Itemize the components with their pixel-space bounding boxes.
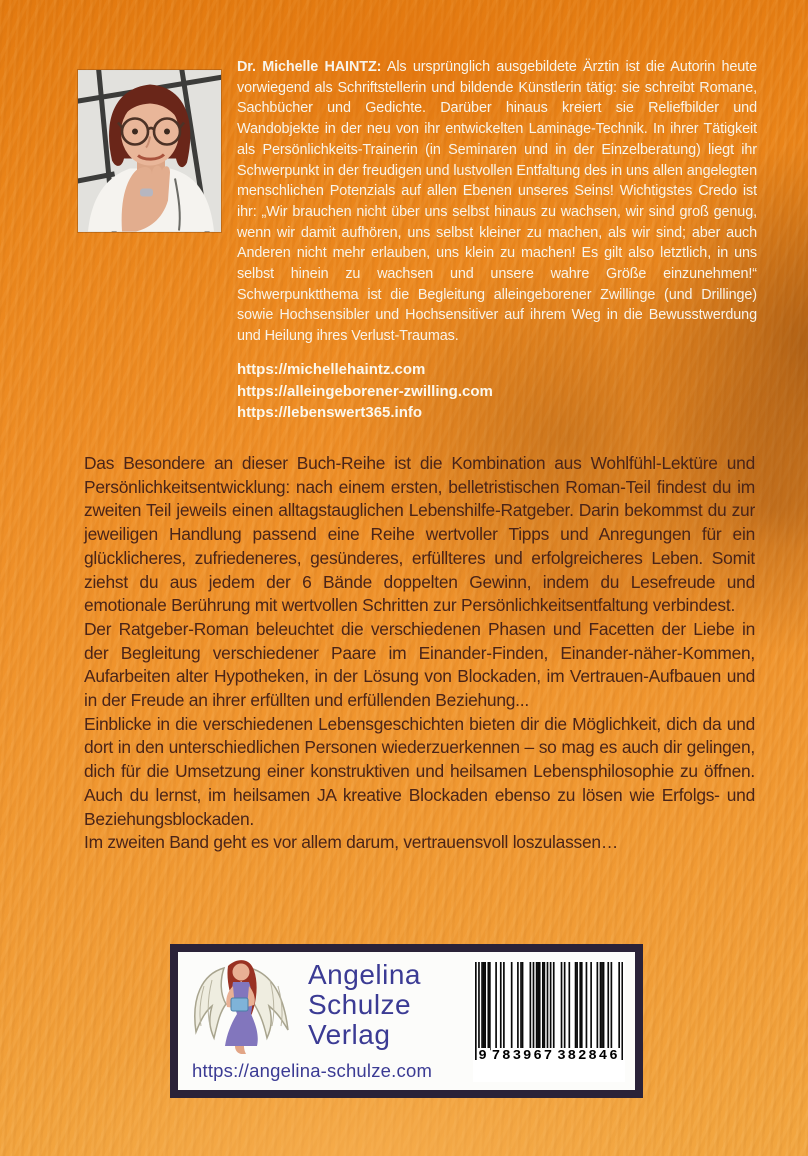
description-paragraph: Das Besondere an dieser Buch-Reihe ist die Kombination aus Wohlfühl-Lektüre und Persönlichkeitsentwicklung: nach einem ersten, belletristischen Roman-Teil findest du im zweiten Teil jeweils einen alltagstauglichen Lebenshilfe-Ratgeber. Darin bekommst du zur jeweiligen Handlung passend eine Reihe wertvoller Tipps und Anregungen für ein glücklicheres, zufriedeneres, gesünderes, erfüllteres und erfolgreicheres Leben. Somit ziehst du aus jedem der 6 Bände doppelten Gewinn, indem du Lesefreude und emotionale Berührung mit wertvollen Schritten zur Persönlichkeitsentfaltung verbindest. <box>84 453 755 616</box>
publisher-box <box>170 944 643 1098</box>
angel-icon <box>186 956 296 1056</box>
barcode-digit-group: 382846 <box>557 1048 620 1064</box>
publisher-box-inner <box>178 952 635 1090</box>
author-bio <box>237 57 757 347</box>
author-name: Dr. Michelle HAINTZ: <box>237 59 382 75</box>
description-paragraph: Der Ratgeber-Roman beleuchtet die verschiedenen Phasen und Facetten der Liebe in der Begleitung verschiedener Paare im Einander-Finden, Einander-näher-Kommen, Aufarbeiten alter Hypotheken, in der Lösung von Blockaden, im Vertrauen-Aufbauen und in der Freude an ihrer erfüllten und erfüllenden Beziehung... <box>84 618 755 711</box>
description-paragraph: Im zweiten Band geht es vor allem darum, vertrauensvoll loszulassen… <box>84 832 618 853</box>
author-website-link[interactable]: https://alleingeborener-zwilling.com <box>237 382 493 400</box>
book-description <box>84 452 755 855</box>
barcode-digit-group: 783967 <box>491 1048 555 1064</box>
publisher-website-link[interactable]: https://angelina-schulze.com <box>192 1060 433 1081</box>
author-photo <box>78 70 221 232</box>
publisher-name-line: Verlag <box>308 1019 391 1050</box>
publisher-logo <box>186 956 296 1056</box>
publisher-name-line: Angelina <box>308 959 421 990</box>
author-website-link[interactable]: https://michellehaintz.com <box>237 361 426 378</box>
publisher-name-line: Schulze <box>308 989 412 1020</box>
description-paragraph: Einblicke in die verschiedenen Lebensgeschichten bieten dir die Möglichkeit, dich da und dort in den unterschiedlichen Personen wiederzuerkennen – so mag es auch dir gelingen, dich für die Umsetzung einer konstruktiven und heilsamen Lebensphilosophie zu öffnen. Auch du lernst, im heilsamen JA kreative Blockaden ebenso zu lösen wie Erfolgs- und Beziehungsblockaden. <box>84 713 755 829</box>
barcode-bars <box>475 962 623 1060</box>
author-bio-text: Als ursprünglich ausgebildete Ärztin ist die Autorin heute vorwiegend als Schriftstellerin und bildende Künstlerin tätig: sie schreibt Romane, Sachbücher und Gedichte. Darüber hinaus kreiert sie Reliefbilder und Wandobjekte in der neu von ihr entwickelten Laminage-Technik. In ihrer Tätigkeit als Persönlichkeits-Trainerin (in Seminaren und in der Einzelberatung) liegt ihr Schwerpunkt in der freudigen und lustvollen Entfaltung des in uns allen angelegten menschlichen Potenzials auf allen Ebenen unseres Seins! Wichtigstes Credo ist ihr: „Wir brauchen nicht über uns selbst hinaus zu wachsen, wir sind groß genug, wenn wir damit aufhören, uns selbst kleiner zu machen, als wir sind; aber auch Anderen nicht mehr erlauben, uns klein zu machen! Es gilt also letztlich, in uns selbst hinein zu wachsen und unsere wahre Größe einzunehmen!“ Schwerpunktthema ist die Begleitung alleingeborener Zwillinge (und Drillinge) sowie Hochsensibler und Hochsensitiver auf ihrem Weg in die Bewusstwerdung und Heilung ihres Verlust-Traumas. <box>237 59 757 345</box>
barcode-digits <box>473 1048 625 1064</box>
barcode-digit-lead: 9 <box>478 1048 489 1064</box>
author-website-link[interactable]: https://lebenswert365.info <box>237 404 423 421</box>
publisher-name <box>308 960 421 1050</box>
author-links <box>237 359 493 424</box>
author-portrait-illustration <box>78 70 221 232</box>
barcode <box>473 960 625 1082</box>
